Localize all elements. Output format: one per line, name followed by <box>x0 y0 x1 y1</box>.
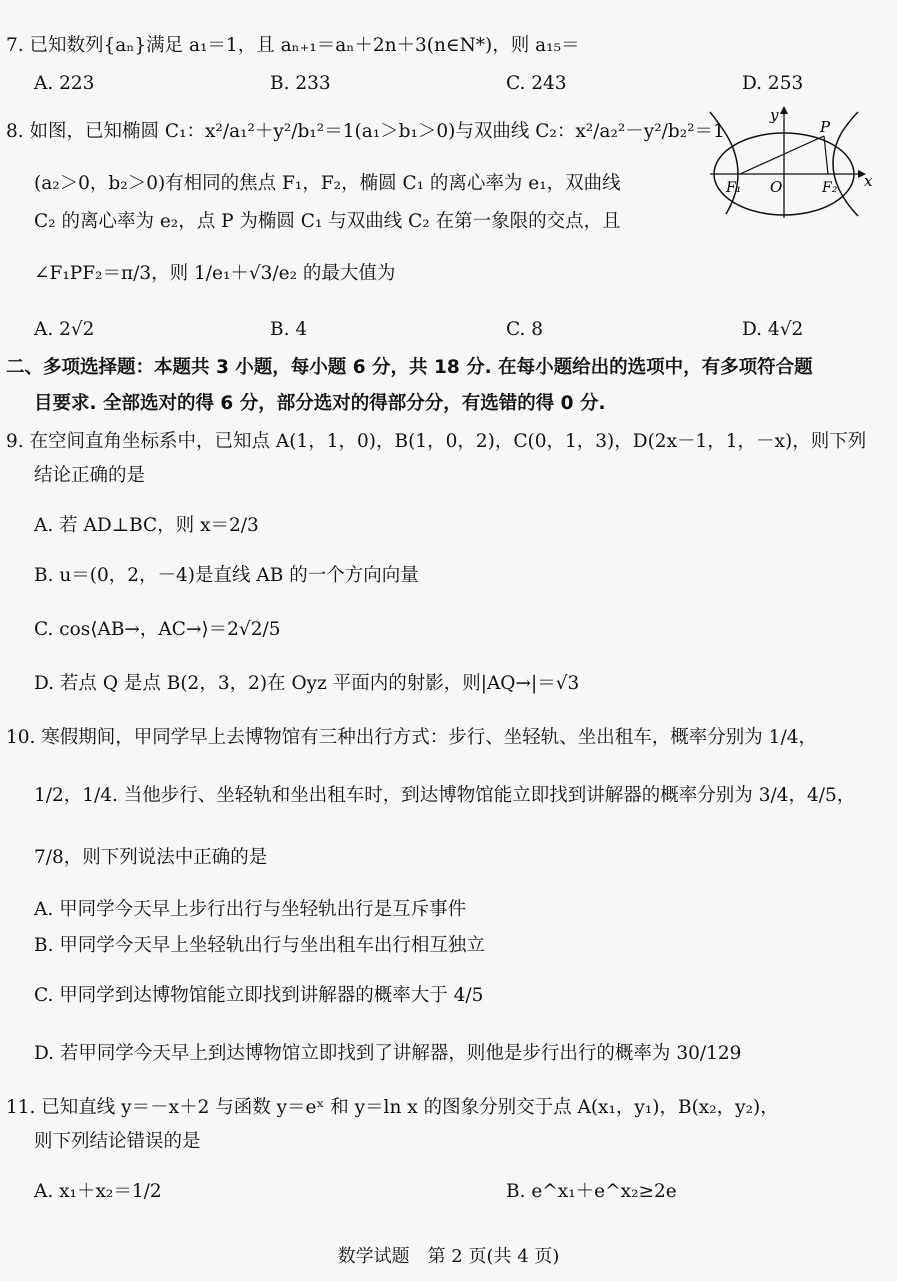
q7-option-d: D. 253 <box>742 73 804 94</box>
section2-line-1: 二、多项选择题：本题共 3 小题，每小题 6 分，共 18 分. 在每小题给出的选项中，有多项符合题 <box>6 357 813 378</box>
label-y: y <box>770 106 779 124</box>
section2-line-2: 目要求. 全部选对的得 6 分，部分选对的得部分分，有选错的得 0 分. <box>34 393 606 414</box>
hyperbola-left-branch <box>710 112 738 214</box>
q9-line-2: 结论正确的是 <box>34 465 146 486</box>
q11-option-a: A. x₁＋x₂＝1/2 <box>34 1181 162 1202</box>
q10-line-3: 7/8，则下列说法中正确的是 <box>34 847 268 868</box>
label-f1: F₁ <box>726 180 742 196</box>
page-footer: 数学试题 第 2 页(共 4 页) <box>337 1246 560 1267</box>
label-p: P <box>820 118 831 136</box>
q11-line-2: 则下列结论错误的是 <box>34 1131 201 1152</box>
label-f2: F₂ <box>822 180 838 196</box>
q9-option-c: C. cos⟨AB→，AC→⟩＝2√2/5 <box>34 619 281 640</box>
label-o: O <box>770 178 783 196</box>
q8-figure <box>708 102 878 220</box>
q7-option-c: C. 243 <box>506 73 567 94</box>
segment-f1-p <box>740 136 824 174</box>
q11-line-1: 11. 已知直线 y＝－x＋2 与函数 y＝eˣ 和 y＝ln x 的图象分别交于点 A(x₁，y₁)，B(x₂，y₂)， <box>6 1097 779 1118</box>
q10-option-a: A. 甲同学今天早上步行出行与坐轻轨出行是互斥事件 <box>34 899 467 920</box>
q8-line-4: ∠F₁PF₂＝π/3，则 1/e₁＋√3/e₂ 的最大值为 <box>34 263 396 284</box>
y-axis-arrow <box>780 106 788 114</box>
q10-option-d: D. 若甲同学今天早上到达博物馆立即找到了讲解器，则他是步行出行的概率为 30/129 <box>34 1043 742 1064</box>
q8-line-3: C₂ 的离心率为 e₂，点 P 为椭圆 C₁ 与双曲线 C₂ 在第一象限的交点，且 <box>34 211 621 232</box>
q10-option-b: B. 甲同学今天早上坐轻轨出行与坐出租车出行相互独立 <box>34 935 485 956</box>
q8-line-2: (a₂＞0，b₂＞0)有相同的焦点 F₁，F₂，椭圆 C₁ 的离心率为 e₁，双曲线 <box>34 173 621 194</box>
q8-option-a: A. 2√2 <box>34 319 95 340</box>
q9-option-b: B. u＝(0，2，－4)是直线 AB 的一个方向向量 <box>34 565 419 586</box>
q8-option-c: C. 8 <box>506 319 544 340</box>
q8-option-b: B. 4 <box>270 319 308 340</box>
q9-line-1: 9. 在空间直角坐标系中，已知点 A(1，1，0)，B(1，0，2)，C(0，1，3)，D(2x－1，1，－x)，则下列 <box>6 431 867 452</box>
q10-line-2: 1/2，1/4. 当他步行、坐轻轨和坐出租车时，到达博物馆能立即找到讲解器的概率分别为 3/4，4/5， <box>34 785 856 806</box>
label-x: x <box>864 172 873 190</box>
q10-line-1: 10. 寒假期间，甲同学早上去博物馆有三种出行方式：步行、坐轻轨、坐出租车，概率分别为 1/4， <box>6 727 817 748</box>
q7-option-a: A. 223 <box>34 73 95 94</box>
q7-stem: 7. 已知数列{aₙ}满足 a₁＝1，且 aₙ₊₁＝aₙ＋2n＋3(n∈N*)，则 a₁₅＝ <box>6 35 580 56</box>
q11-option-b: B. e^x₁＋e^x₂≥2e <box>506 1181 677 1202</box>
q8-line-1: 8. 如图，已知椭圆 C₁：x²/a₁²＋y²/b₁²＝1(a₁＞b₁＞0)与双曲线 C₂：x²/a₂²－y²/b₂²＝1 <box>6 121 725 142</box>
q9-option-a: A. 若 AD⊥BC，则 x＝2/3 <box>34 515 259 536</box>
q7-option-b: B. 233 <box>270 73 331 94</box>
q8-option-d: D. 4√2 <box>742 319 804 340</box>
q9-option-d: D. 若点 Q 是点 B(2，3，2)在 Oyz 平面内的射影，则|AQ→|＝√3 <box>34 673 580 694</box>
q10-option-c: C. 甲同学到达博物馆能立即找到讲解器的概率大于 4/5 <box>34 985 484 1006</box>
